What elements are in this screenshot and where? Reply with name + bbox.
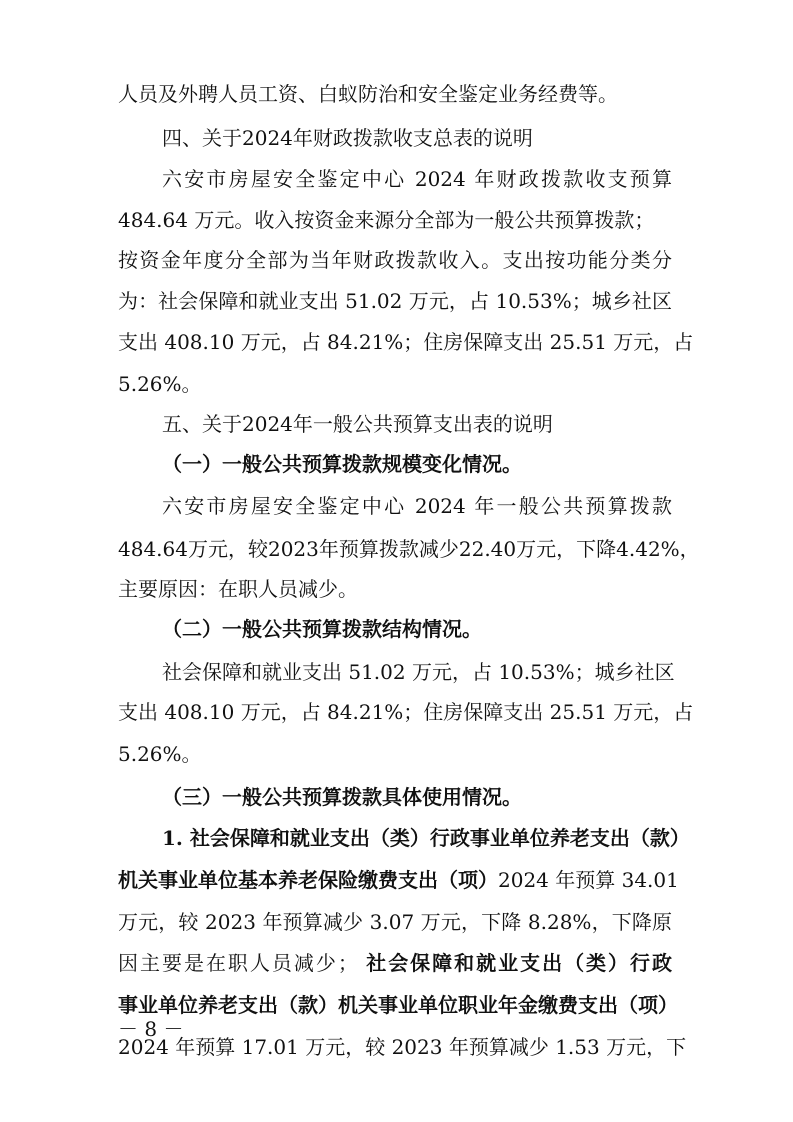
text-line: 五、关于2024年一般公共预算支出表的说明 [162,412,553,436]
text-line: 六安市房屋安全鉴定中心 2024 年财政拨款收支预算 [162,167,672,191]
text-line: 5.26%。 [118,742,202,766]
text-line: 按资金年度分全部为当年财政拨款收入。支出按功能分类分 [118,248,672,272]
text-line: 支出 408.10 万元，占 84.21%；住房保障支出 25.51 万元，占 [118,330,694,354]
text-line: （二）一般公共预算拨款结构情况。 [162,617,482,641]
text-line: 万元，较 2023 年预算减少 3.07 万元，下降 8.28%，下降原 [118,910,672,934]
text-line: 六安市房屋安全鉴定中心 2024 年一般公共预算拨款 [162,494,672,518]
text-line: 1. 社会保障和就业支出（类）行政事业单位养老支出（款） [162,826,690,850]
text-line: 484.64 万元。收入按资金来源分全部为一般公共预算拨款； [118,208,655,232]
text-line: 四、关于2024年财政拨款收支总表的说明 [162,126,533,150]
text-line: 因主要是在职人员减少； 社会保障和就业支出（类）行政 [118,951,673,975]
text-line: 484.64万元，较2023年预算拨款减少22.40万元，下降4.42%， [118,537,700,561]
text-line: 机关事业单位基本养老保险缴费支出（项）2024 年预算 34.01 [118,868,679,892]
text-line: 5.26%。 [118,372,202,396]
text-line: 主要原因：在职人员减少。 [118,577,358,601]
text-line: 社会保障和就业支出 51.02 万元，占 10.53%；城乡社区 [162,660,675,684]
text-line: 人员及外聘人员工资、白蚁防治和安全鉴定业务经费等。 [118,82,618,106]
text-line: 2024 年预算 17.01 万元，较 2023 年预算减少 1.53 万元，下 [118,1035,687,1059]
text-line: 为：社会保障和就业支出 51.02 万元，占 10.53%；城乡社区 [118,289,672,313]
text-line: （一）一般公共预算拨款规模变化情况。 [162,452,522,476]
text-line: 事业单位养老支出（款）机关事业单位职业年金缴费支出（项） [118,993,678,1017]
text-line: （三）一般公共预算拨款具体使用情况。 [162,785,522,809]
text-line: 支出 408.10 万元，占 84.21%；住房保障支出 25.51 万元，占 [118,700,694,724]
page-number: － 8 － [118,1017,184,1041]
